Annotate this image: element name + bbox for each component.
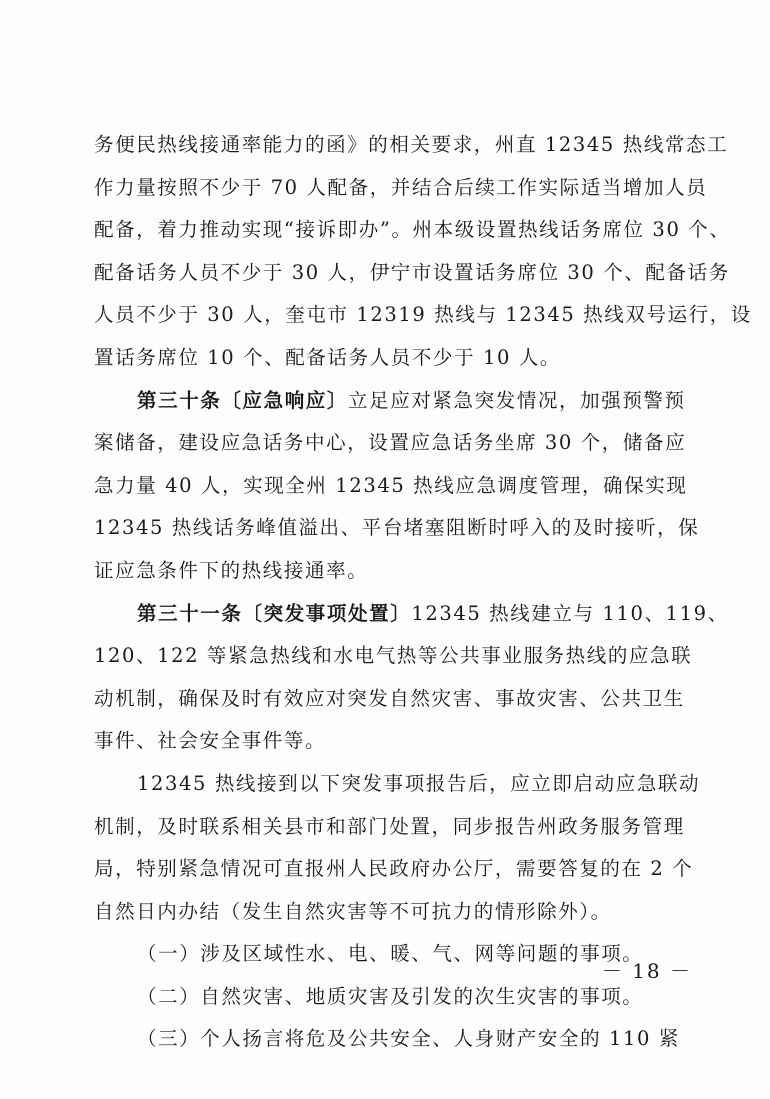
article-31-heading: 第三十一条〔突发事项处置〕 <box>137 601 412 625</box>
list-item: （一）涉及区域性水、电、暖、气、网等问题的事项。 <box>137 942 644 966</box>
text-line: 案储备，建设应急话务中心，设置应急话务坐席 30 个，储备应 <box>94 431 687 455</box>
paragraph-first-line: 12345 热线接到以下突发事项报告后，应立即启动应急联动 <box>137 771 701 795</box>
text-line: 配备话务人员不少于 30 人，伊宁市设置话务席位 30 个、配备话务 <box>94 260 730 284</box>
list-item: （三）个人扬言将危及公共安全、人身财产安全的 110 紧 <box>137 1027 680 1051</box>
text-line: 证应急条件下的热线接通率。 <box>94 558 369 582</box>
list-item: （二）自然灾害、地质灾害及引发的次生灾害的事项。 <box>137 984 644 1008</box>
text-line: 12345 热线话务峰值溢出、平台堵塞阻断时呼入的及时接听，保 <box>94 516 700 540</box>
article-30-heading: 第三十条〔应急响应〕 <box>137 388 349 412</box>
article-30-text: 立足应对紧急突发情况，加强预警预 <box>348 388 686 412</box>
text-line: 人员不少于 30 人，奎屯市 12319 热线与 12345 热线双号运行，设 <box>94 303 752 327</box>
text-line: 动机制，确保及时有效应对突发自然灾害、事故灾害、公共卫生 <box>94 686 685 710</box>
text-line: 急力量 40 人，实现全州 12345 热线应急调度管理，确保实现 <box>94 473 688 497</box>
body-text <box>94 124 752 1061</box>
text-line: 置话务席位 10 个、配备话务人员不少于 10 人。 <box>94 345 562 369</box>
text-line: 120、122 等紧急热线和水电气热等公共事业服务热线的应急联 <box>94 644 693 668</box>
text-line: 事件、社会安全事件等。 <box>94 729 327 753</box>
article-31-text: 12345 热线建立与 110、119、 <box>411 601 729 625</box>
text-line: 配备，着力推动实现“接诉即办”。州本级设置热线话务席位 30 个、 <box>94 218 731 242</box>
text-line: 机制，及时联系相关县市和部门处置，同步报告州政务服务管理 <box>94 814 685 838</box>
text-line: 局，特别紧急情况可直报州人民政府办公厅，需要答复的在 2 个 <box>94 857 694 881</box>
article-31-first-line <box>94 593 729 636</box>
text-line: 自然日内办结（发生自然灾害等不可抗力的情形除外）。 <box>94 899 612 923</box>
text-line: 作力量按照不少于 70 人配备，并结合后续工作实际适当增加人员 <box>94 175 708 199</box>
text-line: 务便民热线接通率能力的函》的相关要求，州直 12345 热线常态工 <box>94 133 729 156</box>
page-number: － 18 － <box>601 959 692 983</box>
article-30-first-line <box>94 380 690 423</box>
